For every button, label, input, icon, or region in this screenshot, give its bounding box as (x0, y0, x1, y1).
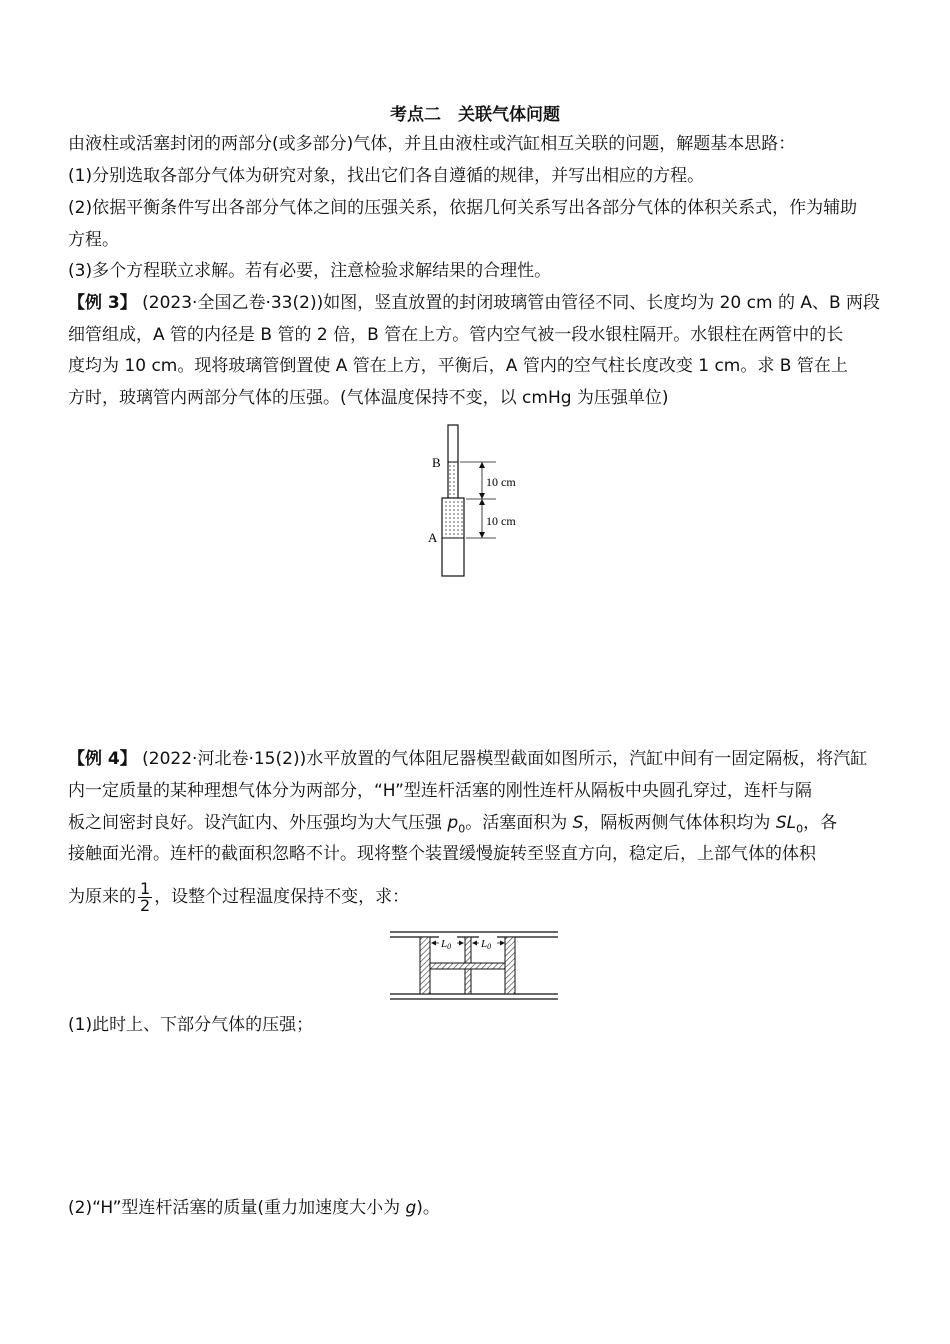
label-a: A (428, 530, 438, 545)
example-4-text-3b: 。活塞面积为 (465, 813, 573, 833)
right-piston (505, 937, 515, 994)
step-2-cont: 方程。 (68, 230, 119, 250)
example-3-line-2: 细管组成，A 管的内径是 B 管的 2 倍，B 管在上方。管内空气被一段水银柱隔开。水银柱在两管中的长 (68, 325, 844, 345)
symbol-p: p (447, 813, 459, 833)
example-3-line-1 (68, 292, 888, 314)
question-2 (68, 1197, 888, 1219)
connecting-rod (430, 963, 505, 969)
example-3-text-1: (2023·全国乙卷·33(2))如图，竖直放置的封闭玻璃管由管径不同、长度均为 20 cm 的 A、B 两段 (142, 293, 881, 313)
section-heading: 考点二 关联气体问题 (390, 105, 560, 125)
question-2-text-b: )。 (416, 1198, 440, 1218)
example-3-line-3: 度均为 10 cm。现将玻璃管倒置使 A 管在上方，平衡后，A 管内的空气柱长度改变 1 cm。求 B 管在上 (68, 356, 848, 376)
glass-tube-figure (420, 420, 530, 580)
example-4-text-1: (2022·河北卷·15(2))水平放置的气体阻尼器模型截面如图所示，汽缸中间有一固定隔板，将汽缸 (142, 749, 868, 769)
example-4-text-5b: ，设整个过程温度保持不变，求： (154, 887, 410, 907)
symbol-sl: SL (775, 813, 797, 833)
example-3-tag: 【例 3】 (68, 293, 137, 313)
mercury-b (449, 462, 457, 498)
question-2-text-a: (2)“H”型连杆活塞的质量(重力加速度大小为 (68, 1198, 406, 1218)
fraction-numerator: 1 (140, 878, 151, 898)
dim-l0-right: L0 (481, 938, 492, 951)
mercury-a (443, 499, 463, 538)
question-1: (1)此时上、下部分气体的压强； (68, 1015, 314, 1035)
dim-upper-label: 10 cm (486, 475, 516, 489)
gas-damper-figure (388, 926, 560, 1004)
left-piston (420, 937, 430, 994)
symbol-p-sub: 0 (458, 822, 466, 836)
symbol-s: S (572, 813, 584, 833)
example-4-line-4: 接触面光滑。连杆的截面积忽略不计。现将整个装置缓慢旋转至竖直方向，稳定后，上部气体的体积 (68, 844, 816, 864)
label-b: B (432, 455, 441, 470)
dim-lower-label: 10 cm (486, 514, 516, 528)
step-2: (2)依据平衡条件写出各部分气体之间的压强关系，依据几何关系写出各部分气体的体积关系式，作为辅助 (68, 198, 858, 218)
example-4-text-3c: ，隔板两侧气体体积均为 (583, 813, 776, 833)
dim-l0-left: L0 (441, 938, 452, 951)
example-4-line-3 (68, 812, 888, 840)
example-4-text-5a: 为原来的 (68, 887, 136, 907)
symbol-sl-sub: 0 (796, 822, 804, 836)
step-1: (1)分别选取各部分气体为研究对象，找出它们各自遵循的规律，并写出相应的方程。 (68, 166, 705, 186)
example-4-tag: 【例 4】 (68, 749, 137, 769)
step-3: (3)多个方程联立求解。若有必要，注意检验求解结果的合理性。 (68, 261, 552, 281)
example-3-line-4: 方时，玻璃管内两部分气体的压强。(气体温度保持不变，以 cmHg 为压强单位) (68, 388, 669, 408)
example-4-text-3d: ，各 (803, 813, 838, 833)
symbol-g: g (405, 1198, 417, 1218)
intro-text: 由液柱或活塞封闭的两部分(或多部分)气体，并且由液柱或汽缸相互关联的问题，解题基本思路： (68, 134, 796, 154)
example-4-text-3a: 板之间密封良好。设汽缸内、外压强均为大气压强 (68, 813, 448, 833)
example-4-line-5 (68, 880, 888, 914)
example-4-line-1 (68, 748, 888, 770)
example-4-line-2: 内一定质量的某种理想气体分为两部分，“H”型连杆活塞的刚性连杆从隔板中央圆孔穿过，连杆与隔 (68, 781, 812, 801)
fraction-denominator: 2 (140, 895, 151, 915)
fraction-one-half (138, 878, 152, 915)
